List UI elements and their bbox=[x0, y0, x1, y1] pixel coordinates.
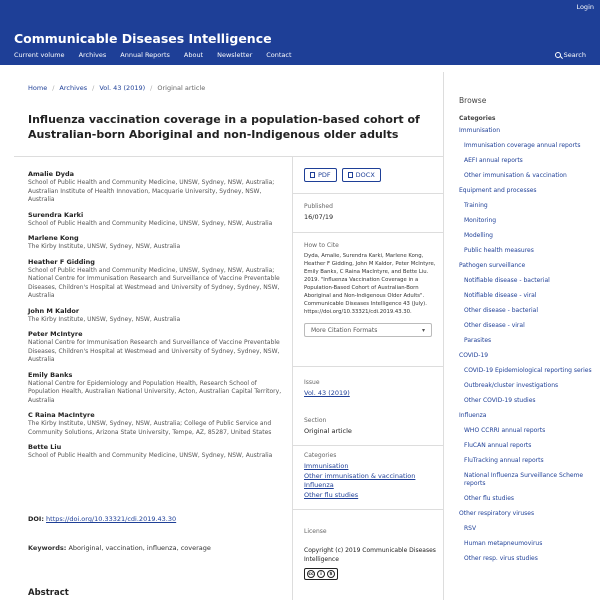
breadcrumb-separator: / bbox=[92, 84, 95, 92]
sidebar-category-item[interactable]: AEFI annual reports bbox=[464, 157, 523, 164]
sidebar-category-item[interactable]: Public health measures bbox=[464, 247, 534, 254]
sidebar-category-item[interactable]: Other disease - viral bbox=[464, 322, 525, 329]
author-name: Surendra Karki bbox=[28, 210, 84, 219]
sidebar-category-item[interactable]: Monitoring bbox=[464, 217, 497, 224]
breadcrumb-archives[interactable]: Archives bbox=[59, 84, 88, 92]
sidebar-category-item[interactable]: Other immunisation & vaccination bbox=[464, 172, 567, 179]
search-link[interactable] bbox=[555, 51, 586, 59]
main-nav bbox=[14, 51, 292, 59]
article-main bbox=[14, 72, 444, 600]
category-link[interactable]: Other immunisation & vaccination bbox=[304, 471, 416, 480]
published-date: 16/07/19 bbox=[304, 213, 334, 221]
login-link[interactable]: Login bbox=[576, 3, 594, 11]
citation-format-select[interactable] bbox=[304, 323, 432, 337]
author-affiliation: School of Public Health and Community Medicine, UNSW, Sydney, NSW, Australia bbox=[28, 219, 273, 227]
keywords-value: Aboriginal, vaccination, influenza, coverage bbox=[68, 544, 211, 552]
sidebar-category-item[interactable]: Notifiable disease - bacterial bbox=[464, 277, 550, 284]
sidebar-categories-heading: Categories bbox=[459, 115, 496, 122]
categories-section bbox=[304, 452, 440, 500]
sidebar-category-item[interactable]: RSV bbox=[464, 524, 477, 532]
galley-links bbox=[304, 168, 440, 182]
keywords-line bbox=[28, 544, 211, 552]
file-pdf-icon bbox=[310, 172, 315, 178]
cc-icon: cc bbox=[308, 571, 314, 577]
file-docx-icon bbox=[348, 172, 353, 178]
search-label: Search bbox=[563, 51, 586, 59]
sidebar bbox=[459, 96, 594, 570]
sidebar-category-item[interactable]: Immunisation coverage annual reports bbox=[464, 142, 581, 149]
creative-commons-icon[interactable] bbox=[304, 568, 338, 580]
author-entry bbox=[28, 258, 286, 301]
nav-annual-reports[interactable]: Annual Reports bbox=[120, 51, 170, 59]
docx-label: DOCX bbox=[355, 171, 375, 179]
breadcrumb-current: Original article bbox=[157, 84, 206, 92]
sidebar-category-item[interactable]: Pathogen surveillance bbox=[459, 262, 526, 269]
divider bbox=[292, 445, 444, 446]
site-header bbox=[0, 0, 600, 65]
license-section bbox=[304, 528, 440, 580]
docx-button[interactable] bbox=[342, 168, 381, 182]
search-icon bbox=[555, 52, 561, 58]
author-entry bbox=[28, 307, 286, 325]
sidebar-category-item[interactable]: Parasites bbox=[464, 337, 492, 344]
sidebar-category-item[interactable]: Immunisation bbox=[459, 127, 501, 134]
sidebar-category-item[interactable]: WHO CCRRI annual reports bbox=[464, 427, 546, 434]
cc-nc-icon: $ bbox=[327, 570, 335, 578]
author-name: Amalie Dyda bbox=[28, 170, 74, 178]
divider bbox=[292, 366, 444, 367]
nav-contact[interactable]: Contact bbox=[266, 51, 292, 59]
keywords-label: Keywords: bbox=[28, 544, 67, 552]
author-entry bbox=[28, 330, 286, 365]
issue-section bbox=[304, 379, 440, 399]
article-title: Influenza vaccination coverage in a population-based cohort of Australian-born Aboriginal and non-Indigenous older adults bbox=[28, 113, 420, 141]
author-entry bbox=[28, 443, 286, 461]
divider bbox=[292, 509, 444, 510]
author-name: John M Kaldor bbox=[28, 306, 80, 315]
author-entry bbox=[28, 411, 286, 437]
author-entry bbox=[28, 234, 286, 252]
author-affiliation: The Kirby Institute, UNSW, Sydney, NSW, Australia; College of Public Service and Community Solutions, Arizona State University, Tempe, AZ, 85287, United States bbox=[28, 420, 272, 436]
chevron-down-icon: ▾ bbox=[421, 327, 425, 334]
author-affiliation: The Kirby Institute, UNSW, Sydney, NSW, Australia bbox=[28, 315, 181, 323]
category-link[interactable]: Immunisation bbox=[304, 462, 349, 470]
sidebar-category-item[interactable]: National Influenza Surveillance Scheme reports bbox=[464, 472, 584, 487]
sidebar-category-item[interactable]: Other flu studies bbox=[464, 494, 515, 502]
issue-link[interactable]: Vol. 43 (2019) bbox=[304, 389, 350, 397]
sidebar-category-item[interactable]: Equipment and processes bbox=[459, 187, 537, 194]
site-title[interactable]: Communicable Diseases Intelligence bbox=[14, 31, 272, 46]
sidebar-category-item[interactable]: FluCAN annual reports bbox=[464, 442, 532, 449]
author-affiliation: School of Public Health and Community Medicine, UNSW, Sydney, NSW, Australia; National Centre for Immunisation Research and Surveillance of Vaccine Preventable Diseases, Children's Hospital at Westmead and University of Sydney, Sydney, NSW, Australia bbox=[28, 266, 280, 299]
sidebar-category-item[interactable]: Outbreak/cluster investigations bbox=[464, 382, 559, 389]
pdf-button[interactable] bbox=[304, 168, 337, 182]
sidebar-category-item[interactable]: Training bbox=[464, 202, 488, 209]
nav-about[interactable]: About bbox=[183, 51, 204, 59]
author-name: Bette Liu bbox=[28, 443, 62, 451]
divider bbox=[292, 232, 444, 233]
license-label: License bbox=[304, 528, 327, 535]
published-section bbox=[304, 203, 440, 221]
nav-archives[interactable]: Archives bbox=[78, 51, 107, 59]
divider bbox=[14, 156, 444, 157]
categories-label: Categories bbox=[304, 452, 337, 459]
breadcrumb-issue[interactable]: Vol. 43 (2019) bbox=[99, 84, 146, 92]
license-text: Copyright (c) 2019 Communicable Diseases Intelligence bbox=[304, 547, 436, 563]
author-affiliation: School of Public Health and Community Medicine, UNSW, Sydney, NSW, Australia; Australian Institute of Health Innovation, Macquarie University, Sydney, NSW, Australia bbox=[28, 179, 275, 203]
breadcrumb-separator: / bbox=[52, 84, 55, 92]
sidebar-category-item[interactable]: Notifiable disease - viral bbox=[464, 292, 537, 299]
section-label: Section bbox=[304, 417, 327, 424]
sidebar-browse-heading: Browse bbox=[459, 96, 487, 105]
column-divider bbox=[292, 156, 293, 600]
sidebar-category-item[interactable]: COVID-19 bbox=[459, 352, 489, 359]
author-affiliation: National Centre for Immunisation Research and Surveillance of Vaccine Preventable Diseases, Children's Hospital at Westmead and University of Sydney, Sydney, NSW, Australia bbox=[28, 339, 280, 363]
sidebar-category-item[interactable]: Other respiratory viruses bbox=[459, 509, 535, 517]
breadcrumb-separator: / bbox=[150, 84, 153, 92]
abstract-heading: Abstract bbox=[28, 588, 69, 598]
author-entry bbox=[28, 371, 286, 406]
pdf-label: PDF bbox=[318, 171, 331, 179]
author-name: Peter McIntyre bbox=[28, 330, 83, 338]
section-section bbox=[304, 417, 440, 435]
citation-text: Dyda, Amalie, Surendra Karki, Marlene Kong, Heather F Gidding, John M Kaldor, Peter McIntyre, Emily Banks, C Raina MacIntyre, and Bette Liu. 2019. "Influenza Vaccination Coverage in a Population-Based Cohort of Australian-Born Aboriginal and Non-Indigenous Older Adults". Communicable Diseases Intelligence 43 (July). https://doi.org/10.33321/cdi.2019.43.30. bbox=[304, 253, 436, 315]
cc-by-icon: i bbox=[317, 570, 325, 578]
sidebar-category-item[interactable]: Modelling bbox=[464, 232, 493, 239]
author-name: C Raina MacIntyre bbox=[28, 411, 95, 419]
sidebar-category-item[interactable]: FluTracking annual reports bbox=[464, 457, 544, 464]
section-value: Original article bbox=[304, 427, 352, 435]
doi-link[interactable]: https://doi.org/10.33321/cdi.2019.43.30 bbox=[46, 515, 177, 523]
author-entry bbox=[28, 170, 286, 205]
doi-label: DOI: bbox=[28, 515, 44, 523]
category-link[interactable]: Influenza bbox=[304, 481, 334, 489]
nav-current-volume[interactable]: Current volume bbox=[14, 51, 65, 59]
breadcrumb bbox=[28, 84, 205, 92]
issue-label: Issue bbox=[304, 379, 320, 386]
citation-format-label: More Citation Formats bbox=[311, 327, 378, 334]
how-to-cite-label: How to Cite bbox=[304, 242, 339, 249]
author-affiliation: School of Public Health and Community Medicine, UNSW, Sydney, NSW, Australia bbox=[28, 452, 273, 459]
category-link[interactable]: Other flu studies bbox=[304, 490, 359, 499]
author-entry bbox=[28, 211, 286, 229]
article-details bbox=[304, 168, 440, 577]
author-name: Marlene Kong bbox=[28, 234, 79, 242]
sidebar-category-item[interactable]: Influenza bbox=[459, 412, 487, 419]
author-affiliation: National Centre for Epidemiology and Population Health, Research School of Population Health, Australian National University, Acton, Australian Capital Territory, Australia bbox=[28, 379, 282, 404]
published-label: Published bbox=[304, 203, 333, 210]
author-affiliation: The Kirby Institute, UNSW, Sydney, NSW, Australia bbox=[28, 243, 181, 250]
nav-newsletter[interactable]: Newsletter bbox=[217, 51, 253, 59]
divider bbox=[292, 193, 444, 194]
sidebar-category-item[interactable]: Other resp. virus studies bbox=[464, 554, 538, 562]
how-to-cite-section bbox=[304, 242, 440, 337]
doi-line bbox=[28, 515, 176, 523]
sidebar-category-item[interactable]: Human metapneumovirus bbox=[464, 539, 543, 547]
author-name: Heather F Gidding bbox=[28, 257, 95, 266]
author-name: Emily Banks bbox=[28, 370, 73, 379]
sidebar-category-item[interactable]: COVID-19 Epidemiological reporting series bbox=[464, 367, 592, 374]
sidebar-category-item[interactable]: Other COVID-19 studies bbox=[464, 397, 536, 404]
breadcrumb-home[interactable]: Home bbox=[28, 84, 48, 92]
category-list bbox=[459, 127, 594, 562]
sidebar-category-item[interactable]: Other disease - bacterial bbox=[464, 307, 539, 314]
author-list bbox=[28, 170, 286, 467]
